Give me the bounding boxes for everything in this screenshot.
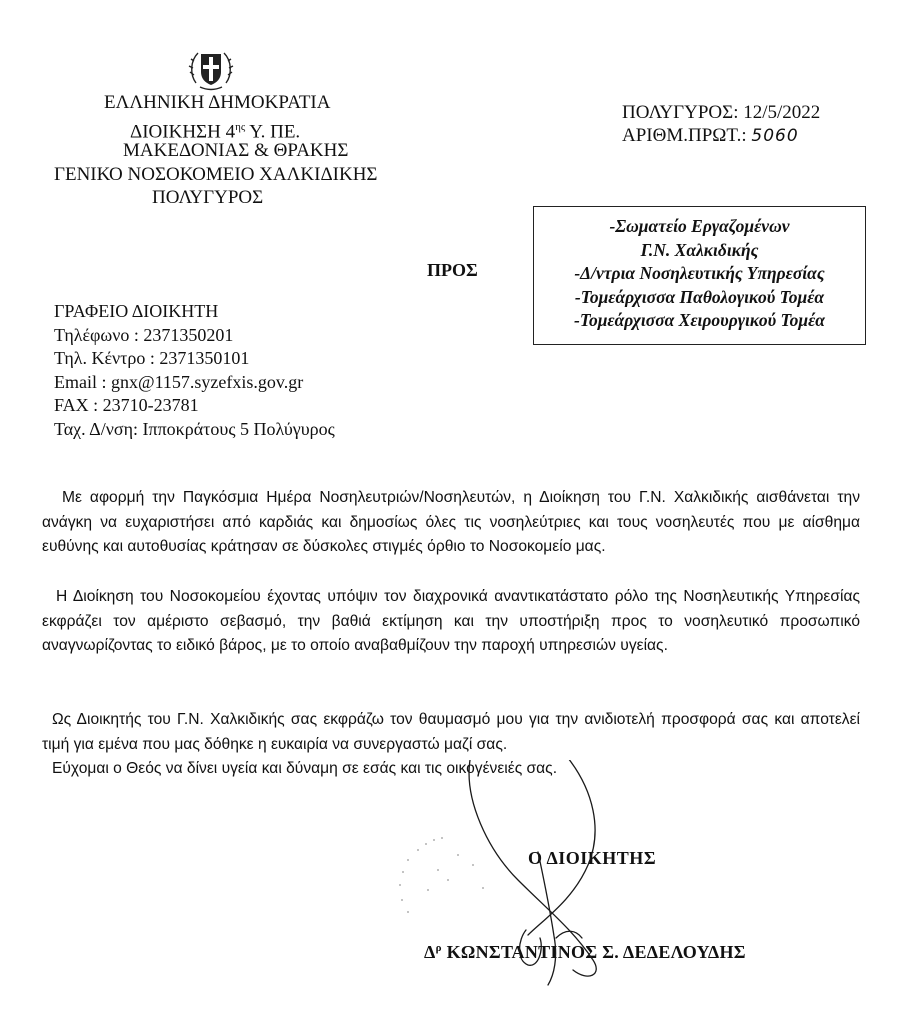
header-line-hospital: ΓΕΝΙΚΟ ΝΟΣΟΚΟΜΕΙΟ ΧΑΛΚΙΔΙΚΗΣ — [54, 164, 378, 185]
header-line-city: ΠΟΛΥΓΥΡΟΣ — [152, 187, 264, 208]
to-label: ΠΡΟΣ — [427, 260, 478, 280]
header-line-country: ΕΛΛΗΝΙΚΗ ΔΗΜΟΚΡΑΤΙΑ — [104, 92, 331, 113]
recipient-line: Γ.Ν. Χαλκιδικής — [640, 239, 759, 260]
signatory-name — [424, 942, 746, 963]
fax-line: FAX : 23710-23781 — [54, 395, 199, 415]
recipient-line: -Τομεάρχισσα Παθολογικού Τομέα — [574, 286, 825, 307]
body-paragraph-3: Ως Διοικητής του Γ.Ν. Χαλκιδικής σας εκφράζω τον θαυμασμό μου για την ανιδιοτελή προσφορά σας και αποτελεί τιμή για εμένα που μας δόθηκε η ευκαιρία να συνεργαστώ μαζί σας. — [42, 711, 860, 753]
greek-emblem-icon — [186, 45, 236, 93]
document-date: ΠΟΛΥΓΥΡΟΣ: 12/5/2022 — [622, 102, 821, 123]
signatory-name-text: ΚΩΝΣΤΑΝΤΙΝΟΣ Σ. ΔΕΔΕΛΟΥΔΗΣ — [441, 942, 746, 962]
header-line-administration-rest: Υ. ΠΕ. — [245, 121, 301, 143]
phone-line: Τηλέφωνο : 2371350201 — [54, 324, 234, 345]
signatory-title: Ο ΔΙΟΙΚΗΤΗΣ — [528, 848, 657, 868]
switchboard-line: Τηλ. Κέντρο : 2371350101 — [54, 348, 250, 368]
protocol-label: ΑΡΙΘΜ.ΠΡΩΤ.: — [622, 125, 747, 146]
header-line-administration-text: ΔΙΟΙΚΗΣΗ 4 — [130, 121, 236, 143]
recipient-line: -Δ/ντρια Νοσηλευτικής Υπηρεσίας — [574, 263, 825, 283]
body-paragraph-4: Εύχομαι ο Θεός να δίνει υγεία και δύναμη σε εσάς και τις οικογένειές σας. — [52, 760, 558, 777]
email-line: Email : gnx@1157.syzefxis.gov.gr — [54, 371, 304, 392]
recipient-line: -Σωματείο Εργαζομένων — [609, 216, 790, 236]
body-paragraph-2: Η Διοίκηση του Νοσοκομείου έχοντας υπόψιν τον διαχρονικά αναντικατάστατο ρόλο της Νοσηλευτικής Υπηρεσίας εκφράζει τον αμέριστο σεβασμό, την βαθιά εκτίμηση και την υποστήριξη προς το νοσηλευτικό προσωπικό αναγνωρίζοντας το ειδικό βάρος, με το οποίο αναβαθμίζουν την παροχή υπηρεσιών υγείας. — [42, 588, 860, 654]
body-paragraph-1: Με αφορμή την Παγκόσμια Ημέρα Νοσηλευτριών/Νοσηλευτών, η Διοίκηση του Γ.Ν. Χαλκιδικής αισθάνεται την ανάγκη να ευχαριστήσει από καρδιάς και δημοσίως όλες τις νοσηλεύτριες και τους νοσηλευτές που με αίσθημα ευθύνης και αυτοθυσίας κράτησαν σε δύσκολες στιγμές όρθιο το Νοσοκομείο μας. — [42, 489, 860, 555]
office-name: ΓΡΑΦΕΙΟ ΔΙΟΙΚΗΤΗ — [54, 301, 219, 321]
protocol-number: 5060 — [751, 126, 799, 146]
recipient-line: -Τομεάρχισσα Χειρουργικού Τομέα — [574, 310, 825, 330]
signatory-prefix-sup: ρ — [435, 942, 442, 954]
contact-block — [54, 300, 335, 441]
protocol-number-line — [622, 125, 799, 147]
address-line: Ταχ. Δ/νση: Ιπποκράτους 5 Πολύγυρος — [54, 418, 335, 439]
header-line-administration-sup: ης — [235, 121, 246, 133]
signatory-prefix: Δ — [424, 942, 436, 962]
recipients-box — [533, 206, 866, 345]
header-line-region: ΜΑΚΕΔΟΝΙΑΣ & ΘΡΑΚΗΣ — [123, 140, 349, 161]
